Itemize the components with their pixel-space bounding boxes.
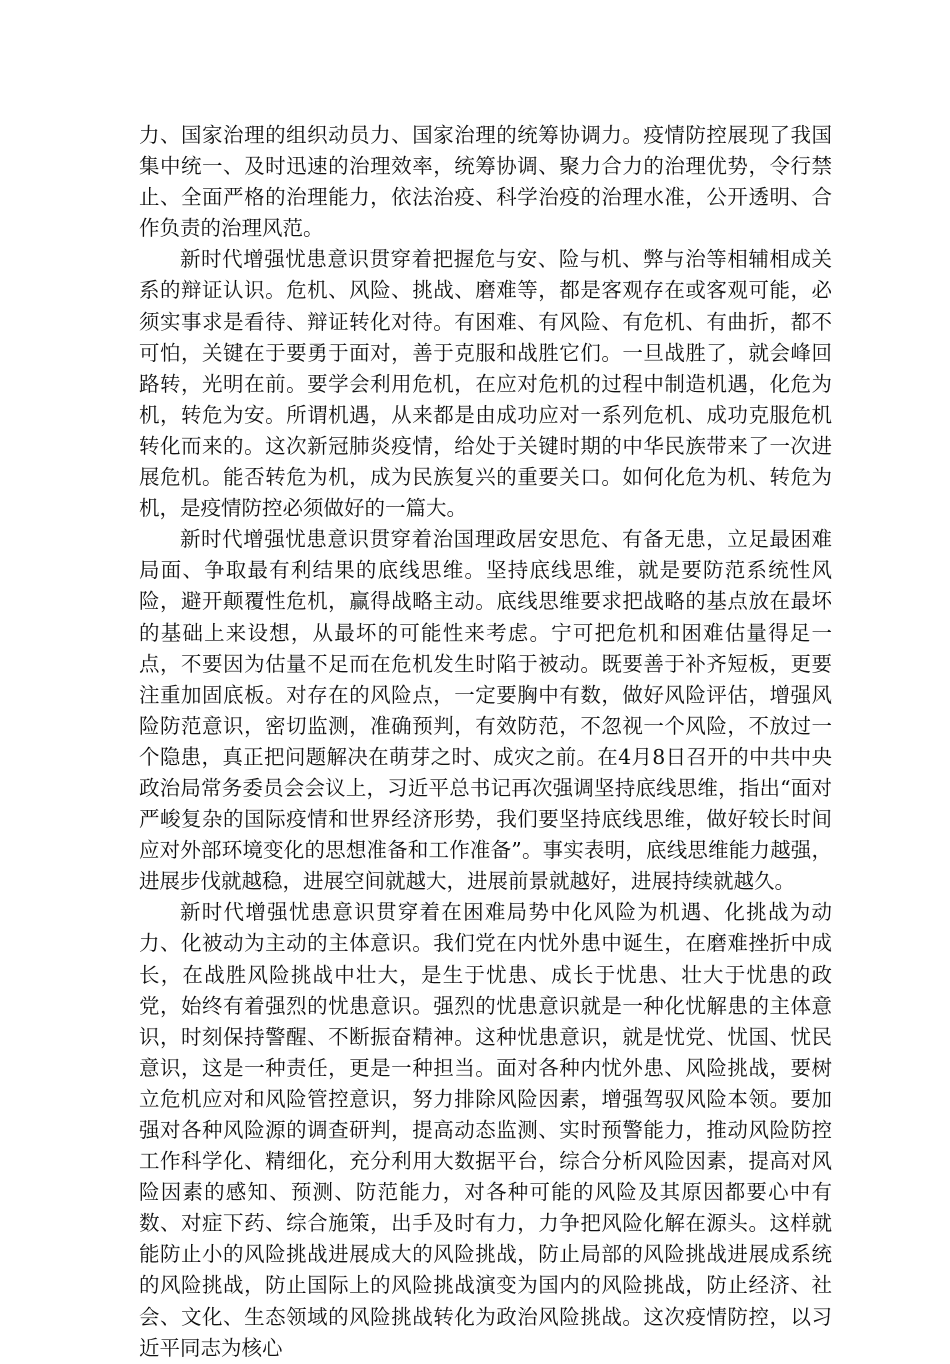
paragraph-1: 力、国家治理的组织动员力、国家治理的统筹协调力。疫情防控展现了我国集中统一、及时迅速的治理效率，统筹协调、聚力合力的治理优势，令行禁止、全面严格的治理能力，依法治疫、科学治疫的治理水准，公开透明、合作负责的治理风范。 xyxy=(139,123,832,241)
paragraph-3: 新时代增强忧患意识贯穿着治国理政居安思危、有备无患，立足最困难局面、争取最有利结果的底线思维。坚持底线思维，就是要防范系统性风险，避开颠覆性危机，赢得战略主动。底线思维要求把战略的基点放在最坏的基础上来设想，从最坏的可能性来考虑。宁可把危机和困难估量得足一点，不要因为估量不足而在危机发生时陷于被动。既要善于补齐短板，更要注重加固底板。对存在的风险点，一定要胸中有数，做好风险评估，增强风险防范意识，密切监测，准确预判，有效防范，不忽视一个风险，不放过一个隐患，真正把问题解决在萌芽之时、成灾之前。在4月8日召开的中共中央政治局常务委员会会议上，习近平总书记再次强调坚持底线思维，指出“面对严峻复杂的国际疫情和世界经济形势，我们要坚持底线思维，做好较长时间应对外部环境变化的思想准备和工作准备”。事实表明，底线思维能力越强，进展步伐就越稳，进展空间就越大，进展前景就越好，进展持续就越久。 xyxy=(139,527,832,894)
body-text xyxy=(139,120,832,1364)
paragraph-4: 新时代增强忧患意识贯穿着在困难局势中化风险为机遇、化挑战为动力、化被动为主动的主体意识。我们党在内忧外患中诞生，在磨难挫折中成长，在战胜风险挑战中壮大，是生于忧患、成长于忧患、壮大于忧患的政党，始终有着强烈的忧患意识。强烈的忧患意识就是一种化忧解患的主体意识，时刻保持警醒、不断振奋精神。这种忧患意识，就是忧党、忧国、忧民意识，这是一种责任，更是一种担当。面对各种内忧外患、风险挑战，要树立危机应对和风险管控意识，努力排除风险因素，增强驾驭风险本领。要加强对各种风险源的调查研判，提高动态监测、实时预警能力，推动风险防控工作科学化、精细化，充分利用大数据平台，综合分析风险因素，提高对风险因素的感知、预测、防范能力，对各种可能的风险及其原因都要心中有数、对症下药、综合施策，出手及时有力，力争把风险化解在源头。这样就能防止小的风险挑战进展成大的风险挑战，防止局部的风险挑战进展成系统的风险挑战，防止国际上的风险挑战演变为国内的风险挑战，防止经济、社会、文化、生态领域的风险挑战转化为政治风险挑战。这次疫情防控，以习近平同志为核心 xyxy=(139,900,832,1360)
paragraph-2: 新时代增强忧患意识贯穿着把握危与安、险与机、弊与治等相辅相成关系的辩证认识。危机、风险、挑战、磨难等，都是客观存在或客观可能，必须实事求是看待、辩证转化对待。有困难、有风险、有危机、有曲折，都不可怕，关键在于要勇于面对，善于克服和战胜它们。一旦战胜了，就会峰回路转，光明在前。要学会利用危机，在应对危机的过程中制造机遇，化危为机，转危为安。所谓机遇，从来都是由成功应对一系列危机、成功克服危机转化而来的。这次新冠肺炎疫情，给处于关键时期的中华民族带来了一次进展危机。能否转危为机，成为民族复兴的重要关口。如何化危为机、转危为机，是疫情防控必须做好的一篇大。 xyxy=(139,247,832,521)
